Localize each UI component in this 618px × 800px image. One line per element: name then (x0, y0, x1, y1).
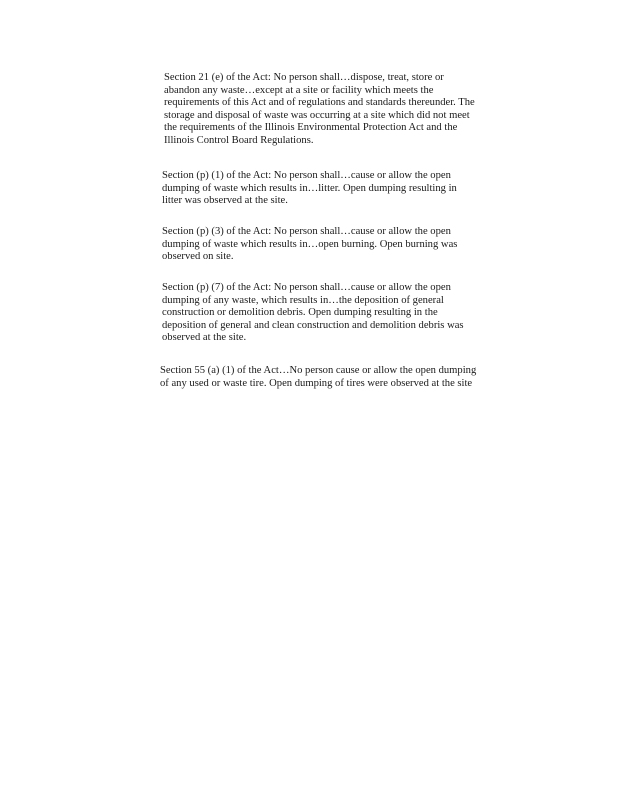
text-line: dumping of waste which results in…open burning. Open burning was (162, 238, 458, 250)
text-line: dumping of any waste, which results in…the deposition of general (162, 294, 444, 306)
text-line: deposition of general and clean construction and demolition debris was (162, 319, 464, 331)
text-line: the requirements of the Illinois Environmental Protection Act and the (164, 122, 458, 134)
text-line: requirements of this Act and of regulations and standards thereunder. The (164, 97, 475, 109)
text-line: Section 21 (e) of the Act: No person shall…dispose, treat, store or (164, 72, 444, 83)
paragraph-section-p3 (162, 226, 457, 264)
text-line: observed at the site. (162, 332, 247, 344)
text-line: dumping of waste which results in…litter. Open dumping resulting in (162, 182, 457, 194)
text-line: Section (p) (1) of the Act: No person shall…cause or allow the open (162, 170, 451, 181)
text-line: Section (p) (7) of the Act: No person shall…cause or allow the open (162, 282, 451, 293)
text-line: abandon any waste…except at a site or facility which meets the (164, 84, 434, 96)
paragraph-section-21e (164, 72, 475, 148)
text-line: storage and disposal of waste was occurring at a site which did not meet (164, 109, 470, 121)
text-line: litter was observed at the site. (162, 195, 288, 207)
text-line: Illinois Control Board Regulations. (164, 134, 314, 146)
text-line: observed on site. (162, 251, 234, 263)
text-line: Section (p) (3) of the Act: No person shall…cause or allow the open (162, 226, 451, 237)
text-line: of any used or waste tire. Open dumping of tires were observed at the site (160, 377, 473, 389)
paragraph-section-55a1 (160, 365, 476, 390)
paragraph-section-p1 (162, 170, 457, 208)
text-line: Section 55 (a) (1) of the Act…No person cause or allow the open dumping (160, 365, 477, 376)
text-line: construction or demolition debris. Open dumping resulting in the (162, 307, 438, 319)
paragraph-section-p7 (162, 282, 464, 345)
